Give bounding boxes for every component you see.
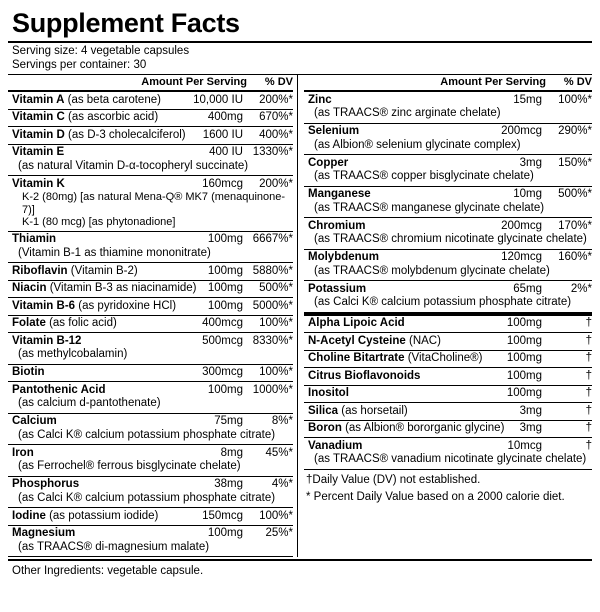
table-row <box>304 351 592 369</box>
table-row <box>304 124 592 139</box>
nutrient-dv: 1330%* <box>252 146 293 158</box>
nutrient-dv: 8330%* <box>252 334 293 347</box>
nutrient-amount: 400mg <box>207 111 243 123</box>
nutrient-amount: 3mg <box>519 404 542 417</box>
nutrient-name: Chromium <box>308 219 366 232</box>
header-percent-dv: % DV <box>563 76 592 88</box>
table-row <box>8 477 293 492</box>
nutrient-name: Molybdenum <box>308 251 379 263</box>
table-row <box>8 445 293 460</box>
nutrient-dv: † <box>585 317 592 329</box>
nutrient-name: N-Acetyl Cysteine (NAC) <box>308 334 441 347</box>
table-row <box>304 187 592 202</box>
nutrient-dv: † <box>585 352 592 364</box>
nutrient-dv: 100%* <box>259 366 293 378</box>
nutrient-dv: 200%* <box>259 177 293 190</box>
left-column <box>8 75 298 557</box>
page-title: Supplement Facts <box>12 8 240 38</box>
nutrient-name: Boron (as Albion® bororganic glycine) <box>308 422 505 434</box>
nutrient-name: Copper <box>308 156 349 169</box>
table-row <box>8 176 293 191</box>
table-row <box>8 382 293 397</box>
table-row <box>8 414 293 429</box>
nutrient-name: Vitamin K <box>12 177 65 190</box>
table-row <box>8 92 293 110</box>
nutrient-name: Inositol <box>308 387 349 399</box>
nutrient-subtext: (as TRAACS® zinc arginate chelate) <box>304 107 592 124</box>
nutrient-dv: 2%* <box>570 282 592 295</box>
table-row <box>304 386 592 404</box>
nutrient-dv: 45%* <box>265 446 293 459</box>
nutrient-name: Vitamin D (as D-3 cholecalciferol) <box>12 128 186 141</box>
table-row <box>8 316 293 334</box>
nutrient-dv: 6667%* <box>252 233 293 245</box>
table-row <box>304 316 592 334</box>
nutrient-subtext: (Vitamin B-1 as thiamine mononitrate) <box>8 247 293 264</box>
nutrient-name: Niacin (Vitamin B-3 as niacinamide) <box>12 282 197 294</box>
table-row <box>8 145 293 160</box>
nutrient-name: Vitamin C (as ascorbic acid) <box>12 111 159 123</box>
nutrient-dv: † <box>585 387 592 399</box>
nutrient-amount: 300mcg <box>202 366 243 378</box>
nutrient-name: Biotin <box>12 366 45 378</box>
header-percent-dv: % DV <box>264 76 293 88</box>
nutrient-amount: 100mg <box>506 369 542 382</box>
nutrient-amount: 100mg <box>207 527 243 539</box>
nutrient-dv: 8%* <box>271 415 293 427</box>
nutrient-name: Vitamin E <box>12 146 65 158</box>
nutrient-dv: 5880%* <box>252 264 293 277</box>
nutrient-name: Potassium <box>308 282 367 295</box>
nutrient-amount: 3mg <box>519 156 542 169</box>
nutrient-subtext: (as TRAACS® chromium nicotinate glycinate chelate) <box>304 233 592 250</box>
table-row <box>304 403 592 421</box>
nutrient-subtext: (as methylcobalamin) <box>8 348 293 365</box>
nutrient-name: Vitamin A (as beta carotene) <box>12 93 161 106</box>
nutrient-amount: 3mg <box>519 422 542 434</box>
nutrient-name: Selenium <box>308 125 360 137</box>
nutrient-name: Vitamin B-6 (as pyridoxine HCl) <box>12 299 177 312</box>
nutrient-amount: 100mg <box>207 383 243 396</box>
nutrient-subtext-2: K-1 (80 mcg) [as phytonadione] <box>8 216 293 232</box>
left-column-header <box>8 75 293 90</box>
nutrient-name: Thiamin <box>12 233 57 245</box>
nutrient-dv: 100%* <box>558 93 592 106</box>
table-row <box>8 263 293 281</box>
nutrient-subtext: (as TRAACS® vanadium nicotinate glycinate chelate) <box>304 453 592 470</box>
nutrient-amount: 500mcg <box>202 334 243 347</box>
footnote-dagger: †Daily Value (DV) not established. <box>306 473 481 486</box>
nutrient-amount: 200mcg <box>501 125 542 137</box>
nutrient-subtext: (as Calci K® calcium potassium phosphate citrate) <box>8 429 293 446</box>
nutrient-name: Choline Bitartrate (VitaCholine®) <box>308 352 483 364</box>
nutrient-amount: 150mcg <box>202 509 243 522</box>
table-row <box>8 232 293 247</box>
nutrient-dv: 5000%* <box>252 299 293 312</box>
nutrient-amount: 100mg <box>506 352 542 364</box>
table-row <box>304 92 592 107</box>
nutrient-name: Vanadium <box>308 439 363 452</box>
nutrient-subtext: K-2 (80mg) [as natural Mena-Q® MK7 (menaquinone-7)] <box>22 191 286 216</box>
nutrient-amount: 15mg <box>513 93 542 106</box>
nutrient-dv: † <box>585 439 592 452</box>
nutrient-dv: 290%* <box>558 125 592 137</box>
nutrient-dv: 150%* <box>558 156 592 169</box>
nutrient-dv: † <box>585 404 592 417</box>
nutrient-dv: 400%* <box>259 128 293 141</box>
nutrient-amount: 100mg <box>207 299 243 312</box>
nutrient-name: Manganese <box>308 188 371 200</box>
nutrient-amount: 100mg <box>506 387 542 399</box>
table-row <box>304 421 592 439</box>
servings-per-container: Servings per container: 30 <box>12 58 147 71</box>
nutrient-subtext: (as natural Vitamin D-α-tocopheryl succinate) <box>8 160 293 177</box>
table-row <box>8 508 293 526</box>
nutrient-name: Silica (as horsetail) <box>308 404 408 417</box>
table-row <box>8 526 293 541</box>
nutrient-name: Calcium <box>12 415 57 427</box>
nutrient-dv: 200%* <box>259 93 293 106</box>
nutrient-dv: † <box>585 369 592 382</box>
nutrient-amount: 10,000 IU <box>193 93 243 106</box>
nutrient-dv: 4%* <box>271 478 293 490</box>
nutrient-dv: 170%* <box>558 219 592 232</box>
table-row <box>8 298 293 316</box>
nutrient-name: Vitamin B-12 <box>12 334 82 347</box>
nutrient-subtext: (as TRAACS® copper bisglycinate chelate) <box>304 170 592 187</box>
serving-size: Serving size: 4 vegetable capsules <box>12 45 190 57</box>
nutrient-subtext: (as TRAACS® molybdenum glycinate chelate) <box>304 265 592 282</box>
nutrient-dv: † <box>585 422 592 434</box>
nutrient-name: Zinc <box>308 93 332 106</box>
nutrient-dv: 100%* <box>259 509 293 522</box>
nutrient-amount: 75mg <box>214 415 243 427</box>
nutrient-name: Riboflavin (Vitamin B-2) <box>12 264 138 277</box>
other-ingredients: Other Ingredients: vegetable capsule. <box>12 565 204 577</box>
nutrient-amount: 100mg <box>506 334 542 347</box>
right-column-header <box>304 75 592 90</box>
table-row <box>8 365 293 383</box>
nutrient-subtext: (as Albion® selenium glycinate complex) <box>304 139 592 156</box>
nutrient-subtext: (as Calci K® calcium potassium phosphate citrate) <box>8 492 293 509</box>
nutrient-amount: 65mg <box>513 282 542 295</box>
nutrient-dv: 160%* <box>558 251 592 263</box>
header-amount-per-serving: Amount Per Serving <box>440 76 546 88</box>
table-row <box>304 368 592 386</box>
footnote-percent-dv: * Percent Daily Value based on a 2000 calorie diet. <box>306 490 565 503</box>
nutrient-amount: 160mcg <box>202 177 243 190</box>
nutrient-name: Iron <box>12 446 34 459</box>
nutrient-amount: 400 IU <box>209 146 243 158</box>
nutrient-amount: 10mg <box>513 188 542 200</box>
nutrient-amount: 100mg <box>207 282 243 294</box>
nutrient-dv: 1000%* <box>252 383 293 396</box>
nutrient-amount: 1600 IU <box>202 128 243 141</box>
table-row <box>304 333 592 351</box>
nutrient-columns <box>8 75 592 557</box>
nutrient-dv: 500%* <box>259 282 293 294</box>
table-row <box>304 250 592 265</box>
nutrient-subtext: (as TRAACS® manganese glycinate chelate) <box>304 202 592 219</box>
nutrient-dv: 670%* <box>259 111 293 123</box>
nutrient-dv: 100%* <box>259 317 293 329</box>
nutrient-dv: 25%* <box>265 527 293 539</box>
right-column <box>298 75 592 557</box>
nutrient-amount: 100mg <box>506 317 542 329</box>
nutrient-amount: 400mcg <box>202 317 243 329</box>
supplement-facts-panel <box>8 4 592 608</box>
table-row <box>304 281 592 296</box>
nutrient-amount: 120mcg <box>501 251 542 263</box>
nutrient-amount: 10mcg <box>507 439 542 452</box>
nutrient-amount: 100mg <box>207 233 243 245</box>
nutrient-name: Pantothenic Acid <box>12 383 106 396</box>
nutrient-dv: † <box>585 334 592 347</box>
nutrient-amount: 200mcg <box>501 219 542 232</box>
nutrient-subtext: (as calcium d-pantothenate) <box>8 397 293 414</box>
serving-info <box>8 43 592 74</box>
table-row <box>8 333 293 348</box>
nutrient-name: Phosphorus <box>12 478 80 490</box>
nutrient-subtext: (as Ferrochel® ferrous bisglycinate chelate) <box>8 460 293 477</box>
nutrient-name: Folate (as folic acid) <box>12 317 117 329</box>
table-row <box>8 281 293 299</box>
nutrient-name: Iodine (as potassium iodide) <box>12 509 159 522</box>
nutrient-amount: 38mg <box>214 478 243 490</box>
nutrient-name: Alpha Lipoic Acid <box>308 317 405 329</box>
nutrient-dv: 500%* <box>558 188 592 200</box>
table-row <box>304 218 592 233</box>
nutrient-subtext: (as Calci K® calcium potassium phosphate citrate) <box>304 296 592 313</box>
nutrient-name: Citrus Bioflavonoids <box>308 369 421 382</box>
nutrient-amount: 8mg <box>220 446 243 459</box>
nutrient-name: Magnesium <box>12 527 76 539</box>
table-row <box>304 438 592 453</box>
nutrient-amount: 100mg <box>207 264 243 277</box>
table-row <box>304 155 592 170</box>
header-amount-per-serving: Amount Per Serving <box>141 76 247 88</box>
table-row <box>8 127 293 145</box>
nutrient-subtext: (as TRAACS® di-magnesium malate) <box>8 541 293 558</box>
table-row <box>8 110 293 128</box>
